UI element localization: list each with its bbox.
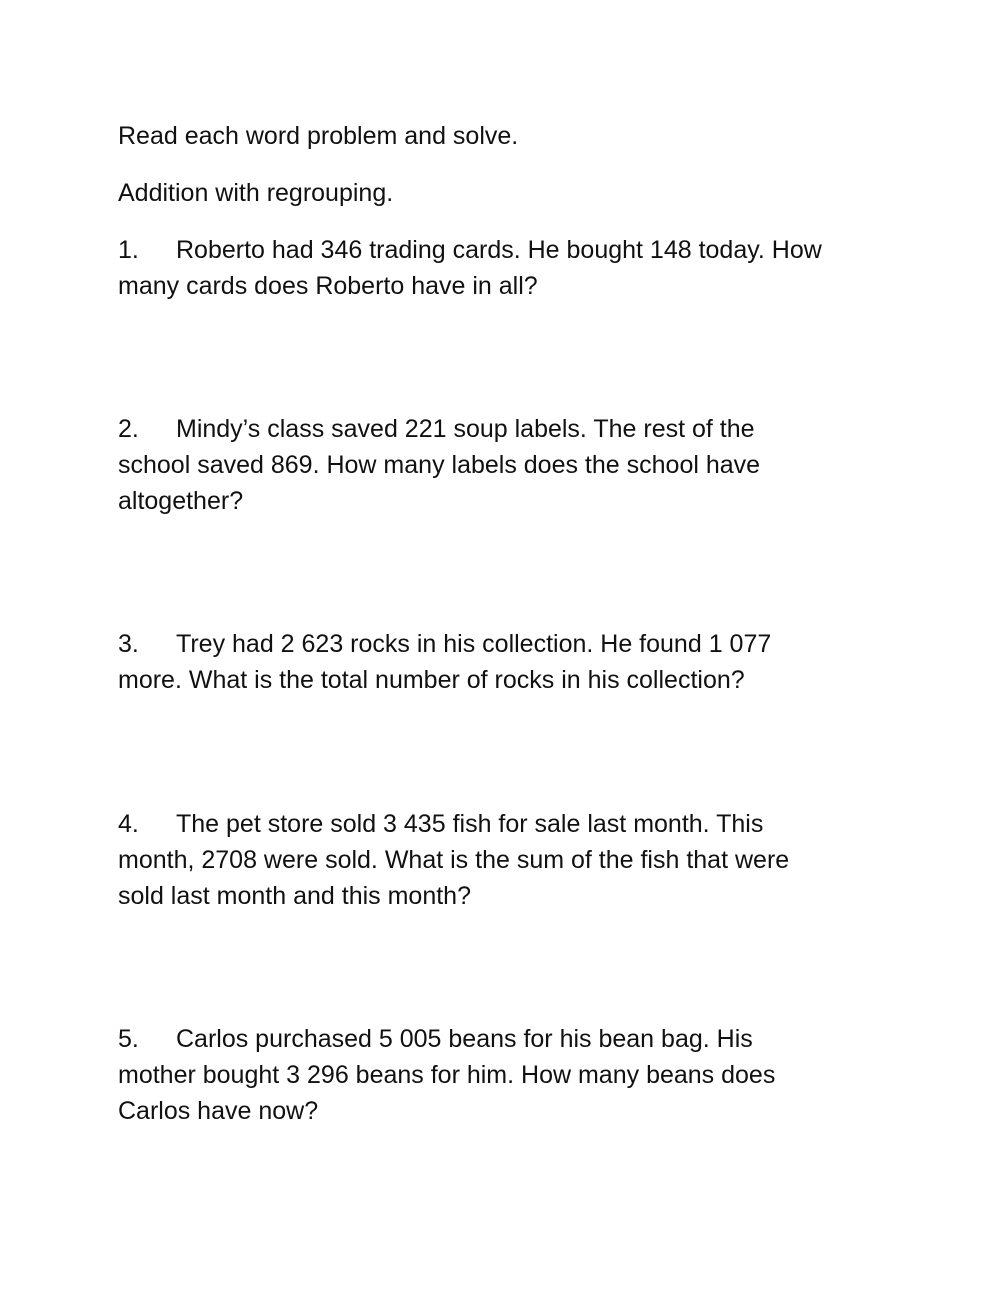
problem-text: Carlos purchased 5 005 beans for his bean bag. His — [176, 1025, 753, 1053]
problem-line: month, 2708 were sold. What is the sum of the fish that were — [118, 846, 790, 874]
problem-text: Roberto had 346 trading cards. He bought 148 today. How — [176, 236, 822, 264]
problem-4 — [118, 806, 898, 914]
problem-line: mother bought 3 296 beans for him. How many beans does — [118, 1061, 776, 1089]
problem-line: more. What is the total number of rocks in his collection? — [118, 666, 745, 694]
problem-number: 1. — [118, 236, 139, 264]
problem-number: 5. — [118, 1025, 139, 1053]
problem-number: 2. — [118, 415, 139, 443]
problem-line: altogether? — [118, 487, 244, 515]
problem-line: many cards does Roberto have in all? — [118, 272, 538, 300]
problem-line: sold last month and this month? — [118, 882, 471, 910]
problem-5 — [118, 1021, 898, 1129]
instruction-read-solve: Read each word problem and solve. — [118, 122, 519, 150]
problem-text: Trey had 2 623 rocks in his collection. He found 1 077 — [176, 630, 772, 658]
problem-line: Carlos have now? — [118, 1097, 319, 1125]
problem-line — [118, 232, 898, 268]
problem-line — [118, 411, 898, 447]
problem-text: Mindy’s class saved 221 soup labels. The rest of the — [176, 415, 755, 443]
problem-2 — [118, 411, 898, 519]
problem-text: The pet store sold 3 435 fish for sale last month. This — [176, 810, 764, 838]
problem-number: 3. — [118, 630, 139, 658]
problem-line — [118, 626, 898, 662]
problem-number: 4. — [118, 810, 139, 838]
problem-line: school saved 869. How many labels does the school have — [118, 451, 761, 479]
problem-line — [118, 806, 898, 842]
problem-line — [118, 1021, 898, 1057]
problem-3 — [118, 626, 898, 698]
instruction-topic: Addition with regrouping. — [118, 179, 394, 207]
problem-1 — [118, 232, 898, 304]
